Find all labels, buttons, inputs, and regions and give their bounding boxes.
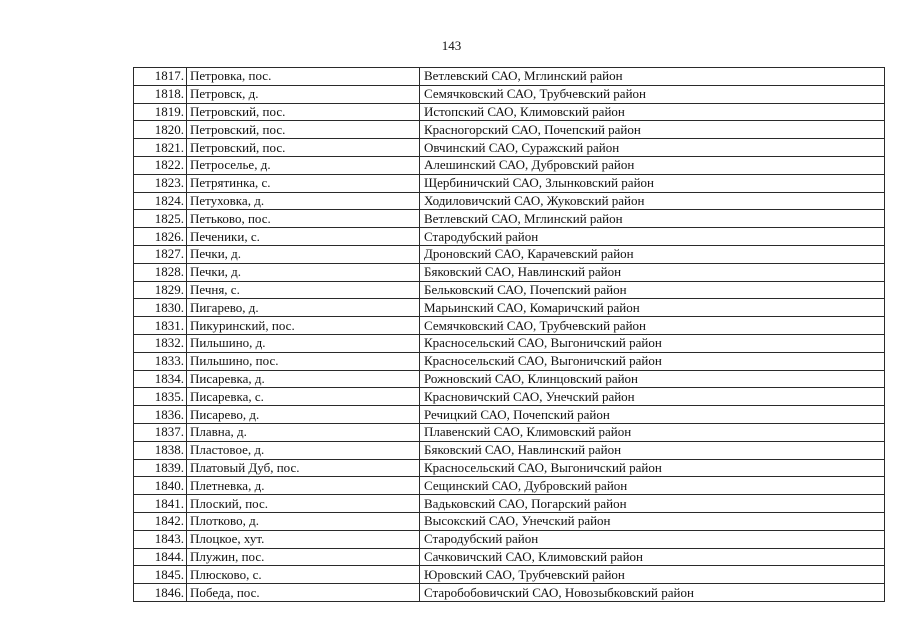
administrative-area: Плавенский САО, Климовский район <box>420 423 885 441</box>
table-row <box>134 317 885 335</box>
table-row <box>134 263 885 281</box>
row-number: 1832. <box>134 334 187 352</box>
administrative-area: Марьинский САО, Комаричский район <box>420 299 885 317</box>
table-row <box>134 228 885 246</box>
settlement-name: Петроселье, д. <box>187 156 420 174</box>
administrative-area: Вадьковский САО, Погарский район <box>420 495 885 513</box>
row-number: 1830. <box>134 299 187 317</box>
row-number: 1822. <box>134 156 187 174</box>
table-row <box>134 121 885 139</box>
administrative-area: Речицкий САО, Почепский район <box>420 406 885 424</box>
table-row <box>134 281 885 299</box>
settlement-name: Платовый Дуб, пос. <box>187 459 420 477</box>
settlement-name: Петровский, пос. <box>187 139 420 157</box>
row-number: 1818. <box>134 85 187 103</box>
settlement-name: Победа, пос. <box>187 584 420 602</box>
table-row <box>134 68 885 86</box>
row-number: 1833. <box>134 352 187 370</box>
row-number: 1834. <box>134 370 187 388</box>
table-row <box>134 370 885 388</box>
settlement-name: Печня, с. <box>187 281 420 299</box>
table-row <box>134 406 885 424</box>
settlement-name: Писаревка, д. <box>187 370 420 388</box>
settlement-name: Печки, д. <box>187 263 420 281</box>
administrative-area: Щербиничский САО, Злынковский район <box>420 174 885 192</box>
row-number: 1824. <box>134 192 187 210</box>
administrative-area: Семячковский САО, Трубчевский район <box>420 85 885 103</box>
table-row <box>134 352 885 370</box>
row-number: 1827. <box>134 245 187 263</box>
administrative-area: Красносельский САО, Выгоничский район <box>420 459 885 477</box>
row-number: 1821. <box>134 139 187 157</box>
administrative-area: Бяковский САО, Навлинский район <box>420 441 885 459</box>
settlements-table-body <box>134 68 885 602</box>
row-number: 1840. <box>134 477 187 495</box>
administrative-area: Ветлевский САО, Мглинский район <box>420 68 885 86</box>
table-row <box>134 530 885 548</box>
administrative-area: Сещинский САО, Дубровский район <box>420 477 885 495</box>
table-row <box>134 192 885 210</box>
table-row <box>134 210 885 228</box>
table-row <box>134 423 885 441</box>
administrative-area: Овчинский САО, Суражский район <box>420 139 885 157</box>
settlements-table <box>133 67 885 602</box>
settlement-name: Печеники, с. <box>187 228 420 246</box>
settlement-name: Пильшино, д. <box>187 334 420 352</box>
administrative-area: Бельковский САО, Почепский район <box>420 281 885 299</box>
row-number: 1843. <box>134 530 187 548</box>
table-row <box>134 477 885 495</box>
table-row <box>134 495 885 513</box>
page-number: 143 <box>441 38 462 53</box>
row-number: 1835. <box>134 388 187 406</box>
table-row <box>134 512 885 530</box>
row-number: 1845. <box>134 566 187 584</box>
administrative-area: Рожновский САО, Клинцовский район <box>420 370 885 388</box>
settlement-name: Петуховка, д. <box>187 192 420 210</box>
table-row <box>134 139 885 157</box>
settlement-name: Плетневка, д. <box>187 477 420 495</box>
settlement-name: Петровский, пос. <box>187 121 420 139</box>
settlement-name: Плюсково, с. <box>187 566 420 584</box>
row-number: 1844. <box>134 548 187 566</box>
table-row <box>134 566 885 584</box>
settlement-name: Плужин, пос. <box>187 548 420 566</box>
row-number: 1820. <box>134 121 187 139</box>
settlement-name: Петровка, пос. <box>187 68 420 86</box>
administrative-area: Ветлевский САО, Мглинский район <box>420 210 885 228</box>
settlement-name: Петровск, д. <box>187 85 420 103</box>
row-number: 1841. <box>134 495 187 513</box>
row-number: 1839. <box>134 459 187 477</box>
row-number: 1825. <box>134 210 187 228</box>
administrative-area: Старобобовичский САО, Новозыбковский район <box>420 584 885 602</box>
settlement-name: Плавна, д. <box>187 423 420 441</box>
administrative-area: Стародубский район <box>420 530 885 548</box>
row-number: 1842. <box>134 512 187 530</box>
table-row <box>134 156 885 174</box>
table-row <box>134 103 885 121</box>
administrative-area: Семячковский САО, Трубчевский район <box>420 317 885 335</box>
settlement-name: Писаревка, с. <box>187 388 420 406</box>
row-number: 1838. <box>134 441 187 459</box>
administrative-area: Дроновский САО, Карачевский район <box>420 245 885 263</box>
row-number: 1828. <box>134 263 187 281</box>
administrative-area: Красносельский САО, Выгоничский район <box>420 334 885 352</box>
administrative-area: Высокский САО, Унечский район <box>420 512 885 530</box>
settlement-name: Пильшино, пос. <box>187 352 420 370</box>
table-row <box>134 85 885 103</box>
row-number: 1831. <box>134 317 187 335</box>
table-row <box>134 388 885 406</box>
settlement-name: Петровский, пос. <box>187 103 420 121</box>
administrative-area: Красносельский САО, Выгоничский район <box>420 352 885 370</box>
administrative-area: Красногорский САО, Почепский район <box>420 121 885 139</box>
row-number: 1846. <box>134 584 187 602</box>
settlement-name: Пикуринский, пос. <box>187 317 420 335</box>
settlement-name: Петьково, пос. <box>187 210 420 228</box>
row-number: 1837. <box>134 423 187 441</box>
table-row <box>134 459 885 477</box>
settlement-name: Писарево, д. <box>187 406 420 424</box>
administrative-area: Юровский САО, Трубчевский район <box>420 566 885 584</box>
row-number: 1829. <box>134 281 187 299</box>
row-number: 1836. <box>134 406 187 424</box>
settlement-name: Печки, д. <box>187 245 420 263</box>
row-number: 1817. <box>134 68 187 86</box>
row-number: 1819. <box>134 103 187 121</box>
administrative-area: Стародубский район <box>420 228 885 246</box>
settlement-name: Пигарево, д. <box>187 299 420 317</box>
table-row <box>134 584 885 602</box>
settlement-name: Пластовое, д. <box>187 441 420 459</box>
settlement-name: Плоский, пос. <box>187 495 420 513</box>
table-row <box>134 548 885 566</box>
row-number: 1826. <box>134 228 187 246</box>
row-number: 1823. <box>134 174 187 192</box>
table-row <box>134 441 885 459</box>
table-row <box>134 245 885 263</box>
table-row <box>134 299 885 317</box>
administrative-area: Истопский САО, Климовский район <box>420 103 885 121</box>
administrative-area: Бяковский САО, Навлинский район <box>420 263 885 281</box>
settlement-name: Плоцкое, хут. <box>187 530 420 548</box>
administrative-area: Алешинский САО, Дубровский район <box>420 156 885 174</box>
administrative-area: Сачковичский САО, Климовский район <box>420 548 885 566</box>
table-row <box>134 334 885 352</box>
table-row <box>134 174 885 192</box>
administrative-area: Красновичский САО, Унечский район <box>420 388 885 406</box>
settlement-name: Плотково, д. <box>187 512 420 530</box>
administrative-area: Ходиловичский САО, Жуковский район <box>420 192 885 210</box>
settlement-name: Петрятинка, с. <box>187 174 420 192</box>
